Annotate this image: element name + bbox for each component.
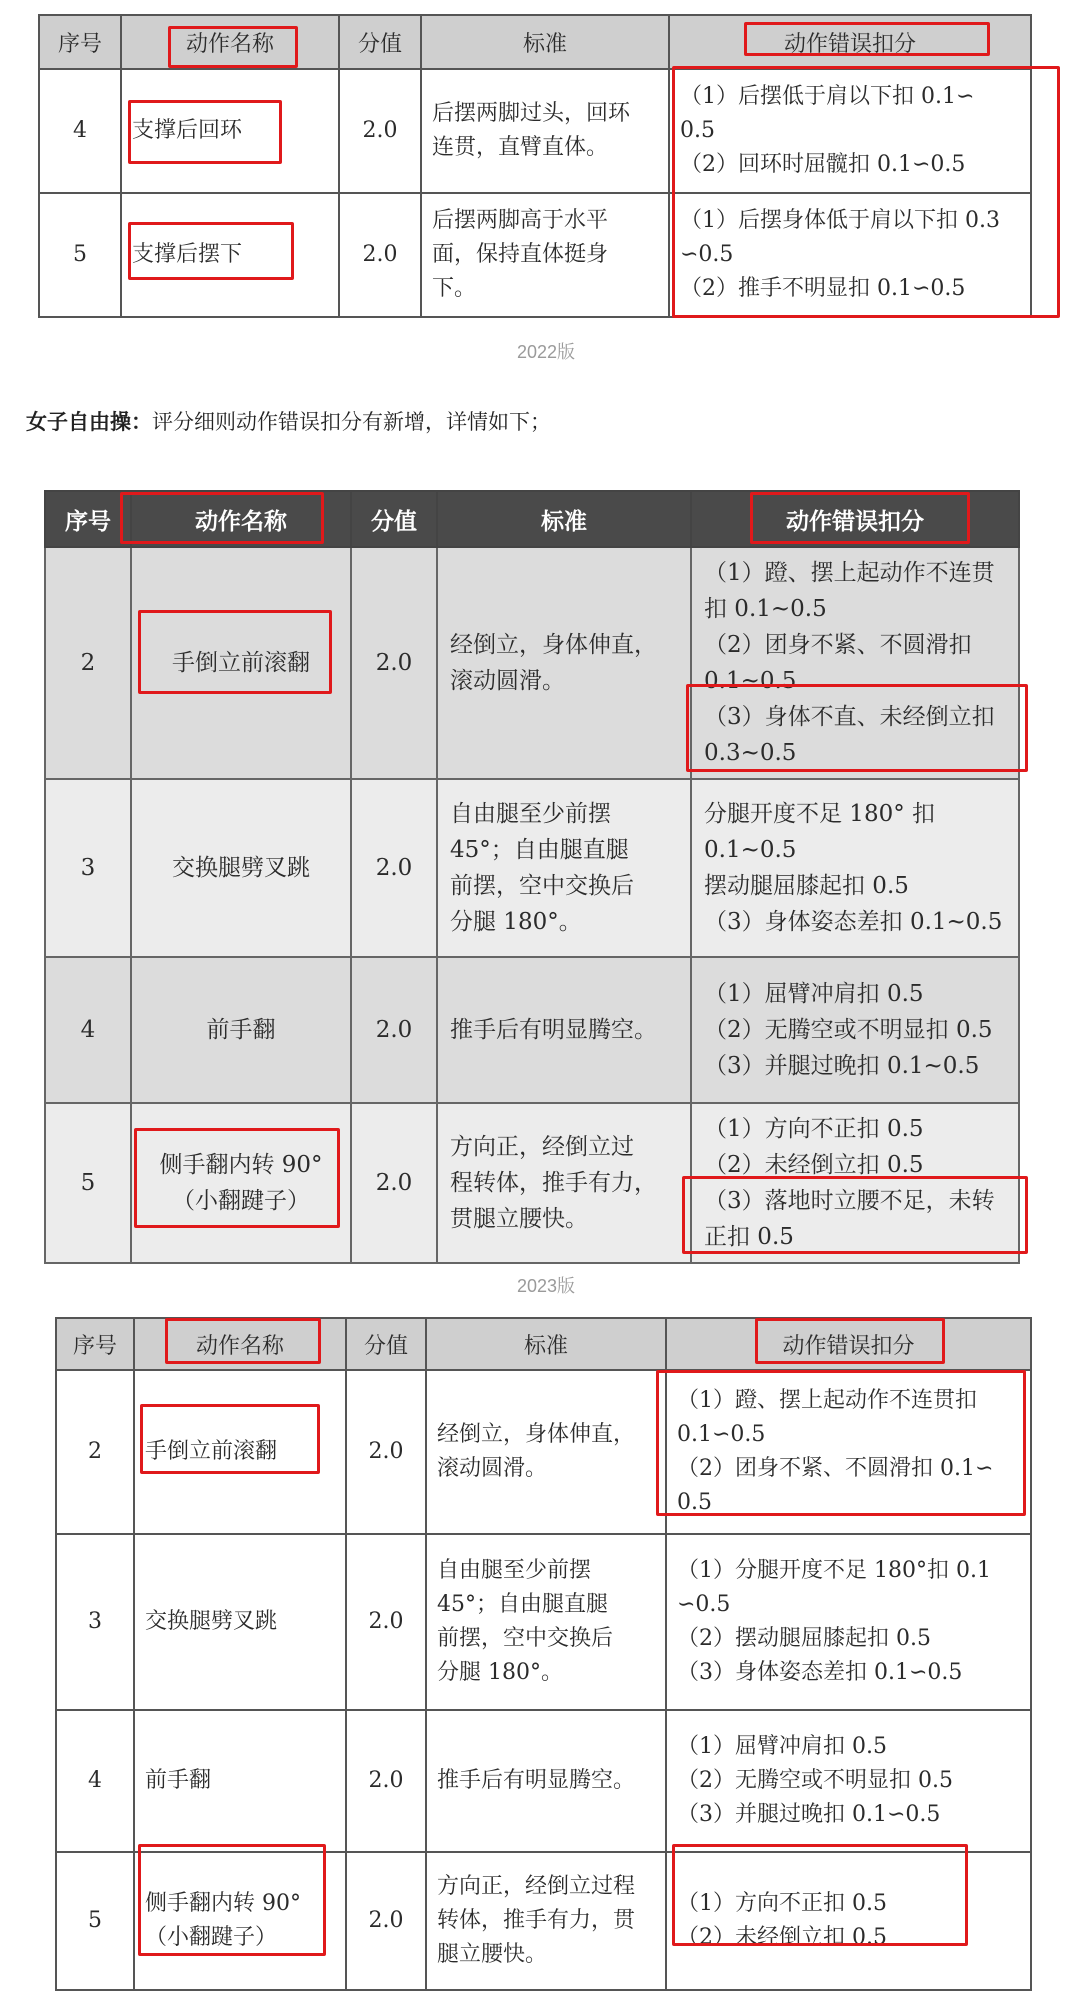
- row-num: 5: [56, 1852, 134, 1990]
- table-row: [45, 1103, 1019, 1263]
- standard-line: 前摆，空中交换后: [437, 1626, 614, 1651]
- name-line: 交换腿劈叉跳: [145, 1609, 278, 1634]
- deduction-line: 0.5: [680, 118, 715, 143]
- row-standard: [426, 1710, 666, 1852]
- deduction-line: （1）后摆身体低于肩以下扣 0.3: [680, 208, 1000, 233]
- deduction-line: （1）方向不正扣 0.5: [677, 1891, 887, 1916]
- row-deductions: [666, 1852, 1031, 1990]
- deduction-line: 摆动腿屈膝起扣 0.5: [704, 873, 909, 899]
- row-score: 2.0: [339, 193, 421, 317]
- standard-line: 前摆，空中交换后: [450, 873, 634, 899]
- row-name: [131, 957, 351, 1103]
- table-row: [45, 547, 1019, 779]
- intro-body: 评分细则动作错误扣分有新增，详情如下；: [152, 411, 551, 434]
- table-header-row: [39, 15, 1031, 69]
- deduction-line: ∽0.5: [680, 242, 734, 267]
- intro-bold: 女子自由操：: [26, 411, 152, 434]
- row-num: 2: [56, 1370, 134, 1534]
- table-header-row: [45, 491, 1019, 547]
- standard-line: 滚动圆滑。: [450, 668, 565, 694]
- table-header-row: [56, 1318, 1031, 1370]
- deduction-line: 0.1~0.5: [704, 668, 797, 694]
- row-num: 4: [56, 1710, 134, 1852]
- rules-table-2022: [38, 14, 1032, 318]
- row-deductions: [666, 1370, 1031, 1534]
- row-score: 2.0: [351, 957, 437, 1103]
- table-row: [45, 957, 1019, 1103]
- row-name: [131, 1103, 351, 1263]
- header-num: 序号: [45, 491, 131, 547]
- deduction-line: （2）无腾空或不明显扣 0.5: [704, 1017, 993, 1043]
- table-row: [39, 69, 1031, 193]
- deduction-line: （3）身体姿态差扣 0.1∽0.5: [677, 1660, 963, 1685]
- standard-line: 下。: [432, 276, 477, 301]
- standard-line: 45°；自由腿直腿: [450, 837, 629, 863]
- row-standard: [421, 193, 669, 317]
- standard-line: 分腿 180°。: [450, 909, 582, 935]
- row-score: 2.0: [351, 547, 437, 779]
- row-standard: [437, 957, 691, 1103]
- row-score: 2.0: [351, 1103, 437, 1263]
- name-line: 侧手翻内转 90°: [145, 1891, 301, 1916]
- table-row: [56, 1852, 1031, 1990]
- row-name: [131, 547, 351, 779]
- row-name: [134, 1852, 346, 1990]
- header-num: 序号: [39, 15, 121, 69]
- name-line: 手倒立前滚翻: [145, 1439, 278, 1464]
- row-num: 4: [45, 957, 131, 1103]
- table-row: [56, 1710, 1031, 1852]
- standard-line: 经倒立，身体伸直，: [450, 632, 657, 658]
- standard-line: 面，保持直体挺身: [432, 242, 609, 267]
- standard-line: 推手后有明显腾空。: [437, 1768, 636, 1793]
- row-standard: [426, 1370, 666, 1534]
- header-num: 序号: [56, 1318, 134, 1370]
- deduction-line: （2）未经倒立扣 0.5: [677, 1925, 887, 1950]
- deduction-line: （2）推手不明显扣 0.1∽0.5: [680, 276, 966, 301]
- row-deductions: [691, 1103, 1019, 1263]
- deduction-line: 0.3~0.5: [704, 740, 797, 766]
- name-line: 前手翻: [206, 1017, 276, 1043]
- table-row: [56, 1534, 1031, 1710]
- deduction-line: （1）蹬、摆上起动作不连贯扣: [677, 1388, 977, 1413]
- row-deductions: [691, 957, 1019, 1103]
- deduction-line: （3）并腿过晚扣 0.1~0.5: [704, 1053, 980, 1079]
- standard-line: 腿立腰快。: [437, 1942, 548, 1967]
- deduction-line: （1）屈臂冲肩扣 0.5: [677, 1734, 887, 1759]
- rules-table-revised: [44, 490, 1020, 1264]
- deduction-line: ∽0.5: [677, 1592, 731, 1617]
- table-revised: [44, 490, 1020, 1264]
- deduction-line: 0.5: [677, 1490, 712, 1515]
- row-name: 支撑后摆下: [121, 193, 339, 317]
- standard-line: 程转体，推手有力，: [450, 1170, 657, 1196]
- deduction-line: （2）回环时屈髋扣 0.1∽0.5: [680, 152, 966, 177]
- standard-line: 分腿 180°。: [437, 1660, 563, 1685]
- standard-line: 自由腿至少前摆: [437, 1558, 592, 1583]
- row-standard: [421, 69, 669, 193]
- name-line: 手倒立前滚翻: [172, 650, 310, 676]
- table-row: [56, 1370, 1031, 1534]
- header-name: 动作名称: [134, 1318, 346, 1370]
- deduction-line: （3）身体不直、未经倒立扣: [704, 704, 995, 730]
- row-name: [131, 779, 351, 957]
- header-deduction: 动作错误扣分: [666, 1318, 1031, 1370]
- header-score: 分值: [351, 491, 437, 547]
- row-num: 2: [45, 547, 131, 779]
- deduction-line: （1）方向不正扣 0.5: [704, 1116, 924, 1142]
- deduction-line: （3）落地时立腰不足，未转: [704, 1188, 995, 1214]
- row-score: 2.0: [346, 1852, 426, 1990]
- row-standard: [437, 779, 691, 957]
- table-2023: [55, 1317, 1032, 1991]
- row-name: 支撑后回环: [121, 69, 339, 193]
- rules-table-2023: [55, 1317, 1032, 1991]
- header-standard: 标准: [437, 491, 691, 547]
- intro-text: [26, 406, 551, 436]
- row-standard: [437, 547, 691, 779]
- row-name: [134, 1370, 346, 1534]
- standard-line: 推手后有明显腾空。: [450, 1017, 657, 1043]
- row-deductions: [691, 547, 1019, 779]
- row-standard: [426, 1852, 666, 1990]
- deduction-line: （1）后摆低于肩以下扣 0.1∽: [680, 84, 975, 109]
- row-deductions: [691, 779, 1019, 957]
- row-deductions: [666, 1710, 1031, 1852]
- header-score: 分值: [346, 1318, 426, 1370]
- deduction-line: 扣 0.1~0.5: [704, 596, 827, 622]
- header-name: 动作名称: [121, 15, 339, 69]
- deduction-line: 正扣 0.5: [704, 1224, 794, 1250]
- caption-2023: 2023版: [516, 1276, 576, 1296]
- table-row: [45, 779, 1019, 957]
- row-num: 5: [39, 193, 121, 317]
- deduction-line: （1）分腿开度不足 180°扣 0.1: [677, 1558, 991, 1583]
- standard-line: 45°；自由腿直腿: [437, 1592, 608, 1617]
- standard-line: 连贯，直臂直体。: [432, 135, 609, 160]
- row-deductions: [669, 69, 1031, 193]
- deduction-line: （2）摆动腿屈膝起扣 0.5: [677, 1626, 931, 1651]
- deduction-line: 0.1∽0.5: [677, 1422, 766, 1447]
- header-deduction: 动作错误扣分: [691, 491, 1019, 547]
- row-name: [134, 1710, 346, 1852]
- row-score: 2.0: [346, 1710, 426, 1852]
- name-line: 交换腿劈叉跳: [172, 855, 310, 881]
- header-standard: 标准: [426, 1318, 666, 1370]
- row-score: 2.0: [346, 1370, 426, 1534]
- deduction-line: （3）并腿过晚扣 0.1∽0.5: [677, 1802, 941, 1827]
- name-line: 前手翻: [145, 1768, 212, 1793]
- standard-line: 方向正，经倒立过: [450, 1134, 634, 1160]
- row-score: 2.0: [351, 779, 437, 957]
- standard-line: 滚动圆滑。: [437, 1456, 548, 1481]
- deduction-line: （3）身体姿态差扣 0.1~0.5: [704, 909, 1003, 935]
- row-standard: [437, 1103, 691, 1263]
- header-standard: 标准: [421, 15, 669, 69]
- deduction-line: （1）蹬、摆上起动作不连贯: [704, 560, 995, 586]
- row-num: 5: [45, 1103, 131, 1263]
- deduction-line: （2）未经倒立扣 0.5: [704, 1152, 924, 1178]
- table-2022: [38, 14, 1032, 318]
- standard-line: 经倒立，身体伸直，: [437, 1422, 636, 1447]
- standard-line: 自由腿至少前摆: [450, 801, 611, 827]
- name-line: （小翻踺子）: [145, 1925, 278, 1950]
- standard-line: 后摆两脚过头，回环: [432, 101, 631, 126]
- standard-line: 后摆两脚高于水平: [432, 208, 609, 233]
- row-deductions: [669, 193, 1031, 317]
- standard-line: 贯腿立腰快。: [450, 1206, 588, 1232]
- standard-line: 转体，推手有力，贯: [437, 1908, 636, 1933]
- table-row: [39, 193, 1031, 317]
- deduction-line: （1）屈臂冲肩扣 0.5: [704, 981, 924, 1007]
- name-line: （小翻踺子）: [172, 1188, 310, 1214]
- row-num: 3: [45, 779, 131, 957]
- header-deduction: 动作错误扣分: [669, 15, 1031, 69]
- standard-line: 方向正，经倒立过程: [437, 1874, 636, 1899]
- row-num: 3: [56, 1534, 134, 1710]
- deduction-line: （2）无腾空或不明显扣 0.5: [677, 1768, 953, 1793]
- header-name: 动作名称: [131, 491, 351, 547]
- row-num: 4: [39, 69, 121, 193]
- row-name: [134, 1534, 346, 1710]
- row-standard: [426, 1534, 666, 1710]
- deduction-line: （2）团身不紧、不圆滑扣: [704, 632, 972, 658]
- deduction-line: 分腿开度不足 180° 扣: [704, 801, 936, 827]
- name-line: 侧手翻内转 90°: [159, 1152, 323, 1178]
- caption-2022: 2022版: [516, 342, 576, 362]
- row-deductions: [666, 1534, 1031, 1710]
- header-score: 分值: [339, 15, 421, 69]
- deduction-line: （2）团身不紧、不圆滑扣 0.1∽: [677, 1456, 994, 1481]
- deduction-line: 0.1~0.5: [704, 837, 797, 863]
- row-score: 2.0: [339, 69, 421, 193]
- row-score: 2.0: [346, 1534, 426, 1710]
